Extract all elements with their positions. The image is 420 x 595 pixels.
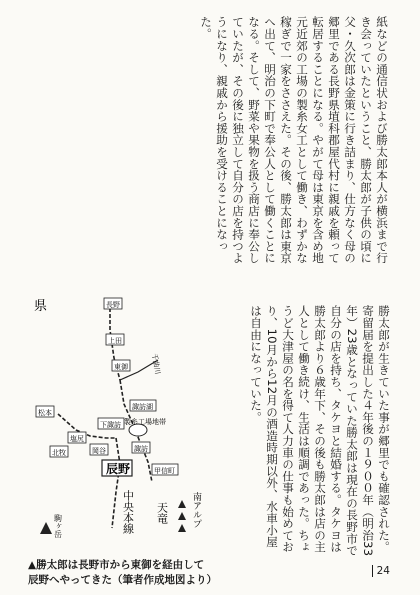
caption-line-2: 辰野へやってきた（筆者作成地図より） (28, 574, 217, 586)
map-label-komagatake: 駒ヶ岳 (53, 514, 63, 538)
page-number: 24 (372, 565, 390, 577)
body-text-upper: 紙などの通信状および勝太郎本人が横浜まで行き会っていたということ、勝太郎が子供の頃に父・久次郎は金策に行き詰まり、仕方なく母の郷里である長野県埴科郡屋代村に親戚を頼って転居することになる。やがて母は東京を含め地元近郊の工場の製糸女工として働き、わずかな稼ぎで一家をささえた。その後、勝太郎は東京へ出て、明治の下町で奉公人として働くことになる。そして、野菜や果物を扱う商店に奉公していたが、その後に独立して自分の店を持つようになり、親戚から援助を受けることになった。 (199, 16, 389, 264)
map-label-nagano: 長野 (106, 301, 120, 309)
map-label-kitamaki: 北牧 (52, 449, 66, 457)
mountain-alps-icon (178, 500, 186, 532)
mountain-komagatake-icon (40, 522, 52, 534)
map-caption (28, 558, 248, 588)
map-label-suwako: 諏訪湖 (132, 403, 153, 411)
map-label-chikuma: 千曲川 (150, 352, 162, 376)
map-label-matsumoto: 松本 (38, 409, 52, 417)
map-label-minami-alps: 南アルプ (191, 492, 201, 528)
map-label-chuo: 中央本線 (121, 490, 135, 534)
map-prefecture-label: 県 (34, 299, 48, 314)
route-map (28, 296, 208, 556)
map-label-tatsuno: 辰野 (106, 462, 131, 476)
rail-line-south (112, 438, 120, 528)
map-label-shimosuwa: 下諏訪 (100, 421, 121, 429)
map-label-koshinmachi: 甲信町 (154, 467, 175, 475)
map-label-okaya: 岡谷 (92, 447, 106, 455)
map-label-tenryu: 天竜 (155, 502, 169, 524)
body-text-lower-right: 勝太郎が生きていた事が郷里でも確認された。寄留届を提出した４年後の１９００年（明治33年）23歳となっていた勝太郎は現在の長野市で自分の店を持ち、タケヨと結婚する。タケヨは勝太郎より６歳年下、その後も勝太郎は店の主人として働き続け、生活は順調であった。ちょうど大津屋の名を得て人力車の仕事も始めており、10月から12月の酒造時期以外、水車小屋は自由になっていた。 (249, 305, 391, 557)
map-label-ueda: 上田 (108, 337, 122, 345)
map-label-shiojiri: 塩尻 (70, 435, 84, 443)
caption-line-1: ▲勝太郎は長野市から東御を経由して (28, 559, 205, 571)
map-label-seishi: 製糸工場地帯 (124, 418, 166, 426)
map-label-toumi: 東御 (114, 363, 128, 371)
map-label-suwa: 諏訪 (134, 445, 148, 453)
